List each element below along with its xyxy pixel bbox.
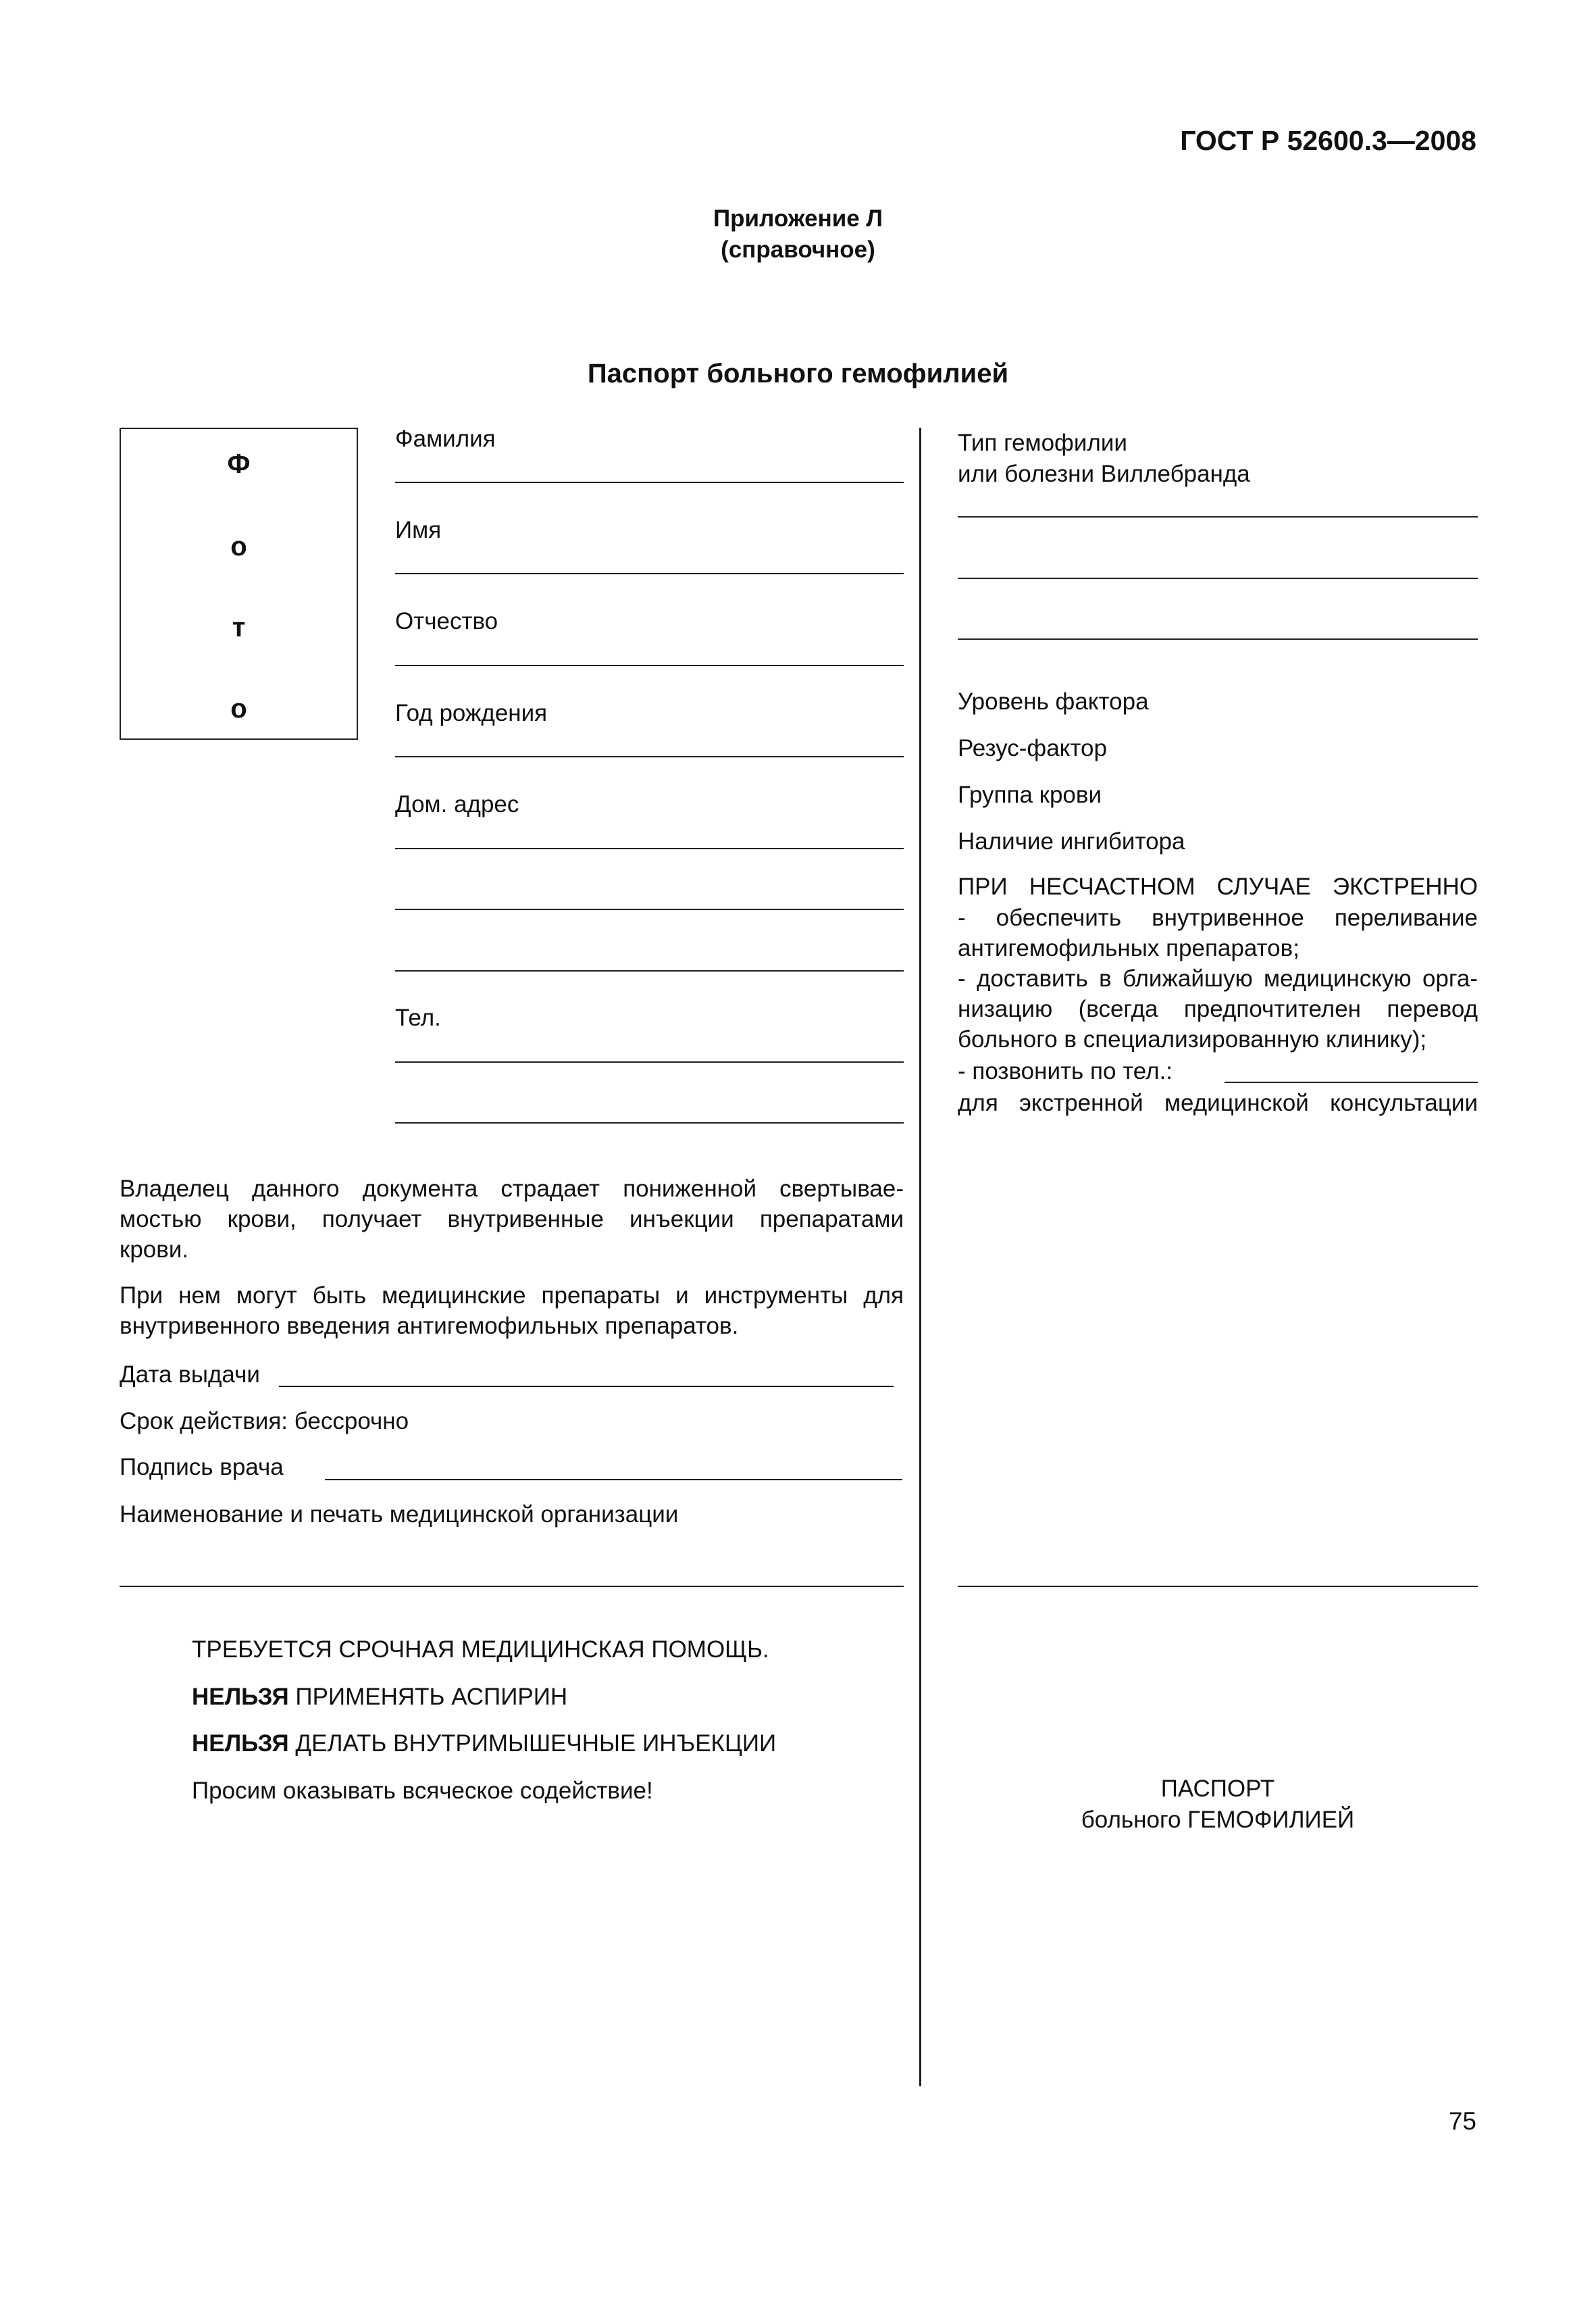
name-label: Имя xyxy=(395,517,442,543)
aspirin-warning-text: ПРИМЕНЯТЬ АСПИРИН xyxy=(295,1684,568,1710)
emergency-item-1-cont: антигемофильных препаратов; xyxy=(958,935,1299,961)
surname-label: Фамилия xyxy=(395,426,496,452)
owner-info-line: Владелец данного документа страдает пониженной свертывае- xyxy=(120,1176,904,1202)
name-field[interactable] xyxy=(395,573,904,574)
equipment-info-line: При нем могут быть медицинские препараты и инструменты для xyxy=(120,1282,904,1309)
cover-title: ПАСПОРТ xyxy=(1160,1776,1275,1802)
address-field-2[interactable] xyxy=(395,909,904,910)
doctor-signature-label: Подпись врача xyxy=(120,1454,284,1480)
phone-field-1[interactable] xyxy=(395,1061,904,1063)
emergency-consultation: для экстренной медицинской консультации xyxy=(958,1090,1478,1116)
surname-field[interactable] xyxy=(395,482,904,483)
issue-date-label: Дата выдачи xyxy=(120,1361,260,1388)
standard-number: ГОСТ Р 52600.3—2008 xyxy=(1180,125,1476,156)
doctor-signature-field[interactable] xyxy=(325,1479,902,1480)
hemophilia-type-label-2: или болезни Виллебранда xyxy=(958,461,1250,487)
assistance-request: Просим оказывать всяческое содействие! xyxy=(192,1778,653,1804)
emergency-item-1: - обеспечить внутривенное переливание xyxy=(958,905,1478,931)
address-field-3[interactable] xyxy=(395,970,904,972)
appendix-type: (справочное) xyxy=(721,236,875,263)
hemophilia-type-field-2[interactable] xyxy=(958,578,1478,579)
emergency-instructions xyxy=(958,872,1478,1118)
forbid-label: НЕЛЬЗЯ xyxy=(192,1684,289,1710)
photo-letter: т xyxy=(232,613,246,643)
organization-label: Наименование и печать медицинской организации xyxy=(120,1501,679,1528)
owner-info-line: мостью крови, получает внутривенные инъекции препаратами xyxy=(120,1206,904,1232)
injection-warning-text: ДЕЛАТЬ ВНУТРИМЫШЕЧНЫЕ ИНЪЕКЦИИ xyxy=(295,1730,777,1757)
birth-year-field[interactable] xyxy=(395,756,904,757)
column-divider xyxy=(919,428,921,2086)
factor-level-label: Уровень фактора xyxy=(958,688,1149,715)
equipment-info-line: внутривенного введения антигемофильных препаратов. xyxy=(120,1313,739,1339)
hemophilia-type-label: Тип гемофилии xyxy=(958,430,1127,456)
forbid-label: НЕЛЬЗЯ xyxy=(192,1730,289,1757)
owner-info-line: крови. xyxy=(120,1236,189,1263)
document-title: Паспорт больного гемофилией xyxy=(587,359,1009,388)
emergency-phone-field[interactable] xyxy=(1225,1082,1478,1083)
organization-field[interactable] xyxy=(120,1586,904,1587)
hemophilia-type-field-1[interactable] xyxy=(958,516,1478,518)
photo-letter: о xyxy=(230,694,247,724)
address-field-1[interactable] xyxy=(395,848,904,849)
issue-date-field[interactable] xyxy=(279,1386,894,1387)
aspirin-warning xyxy=(192,1682,567,1713)
hemophilia-type-field-3[interactable] xyxy=(958,638,1478,640)
emergency-item-2: - доставить в ближайшую медицинскую орга- xyxy=(958,965,1478,992)
emergency-item-2-cont: низацию (всегда предпочтителен перевод xyxy=(958,996,1478,1022)
owner-info xyxy=(120,1174,904,1341)
rh-factor-label: Резус-фактор xyxy=(958,735,1107,761)
page-number: 75 xyxy=(1448,2107,1476,2135)
appendix-title: Приложение Л xyxy=(713,205,883,232)
cover-subtitle: больного ГЕМОФИЛИЕЙ xyxy=(1081,1807,1355,1833)
urgent-help-text: ТРЕБУЕТСЯ СРОЧНАЯ МЕДИЦИНСКАЯ ПОМОЩЬ. xyxy=(192,1636,769,1663)
phone-field-2[interactable] xyxy=(395,1122,904,1124)
validity-text: Срок действия: бессрочно xyxy=(120,1408,409,1434)
injection-warning xyxy=(192,1728,776,1759)
birth-year-label: Год рождения xyxy=(395,700,548,726)
photo-letter: Ф xyxy=(227,449,251,479)
emergency-item-2-cont: больного в специализированную клинику); xyxy=(958,1026,1427,1053)
patronymic-label: Отчество xyxy=(395,608,498,634)
phone-label: Тел. xyxy=(395,1005,441,1031)
cover-top-line xyxy=(958,1586,1478,1587)
blood-group-label: Группа крови xyxy=(958,782,1102,808)
inhibitor-label: Наличие ингибитора xyxy=(958,828,1185,855)
photo-box xyxy=(120,428,358,740)
patronymic-field[interactable] xyxy=(395,665,904,666)
emergency-heading: ПРИ НЕСЧАСТНОМ СЛУЧАЕ ЭКСТРЕННО xyxy=(958,874,1478,900)
photo-letter: о xyxy=(230,532,247,561)
emergency-phone-label: - позвонить по тел.: xyxy=(958,1058,1173,1084)
address-label: Дом. адрес xyxy=(395,791,519,818)
